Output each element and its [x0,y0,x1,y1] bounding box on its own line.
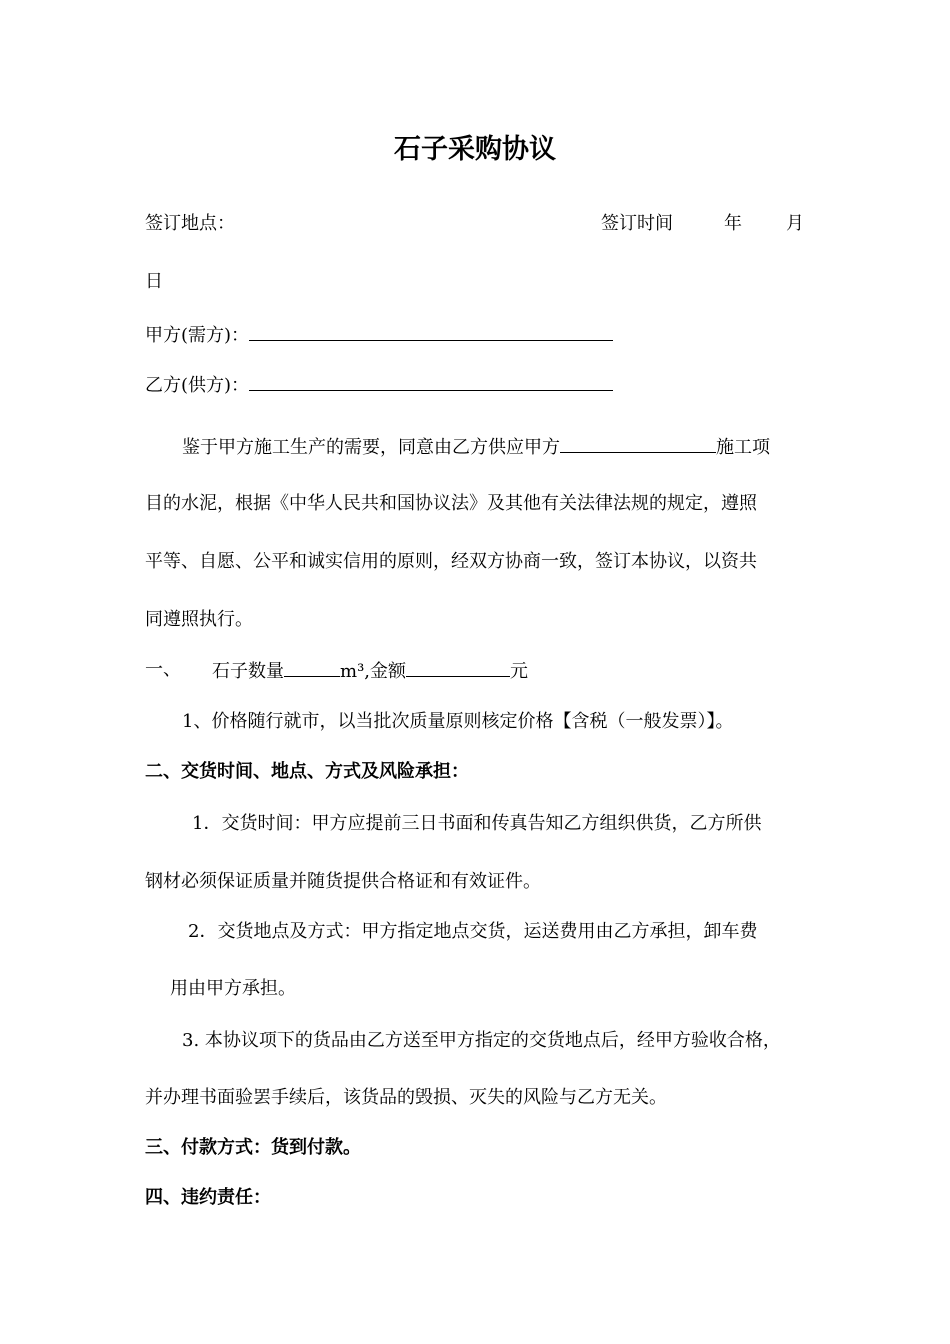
party-b-blank [249,372,613,391]
party-a-row [145,322,613,348]
party-a-blank [249,322,613,341]
party-b-label: 乙方(供方)： [145,375,250,396]
section-3-heading: 三、付款方式：货到付款。 [145,1137,361,1158]
signing-year-label: 年 [724,213,742,234]
preamble-line-2: 目的水泥，根据《中华人民共和国协议法》及其他有关法律法规的规定，遵照 [145,493,757,514]
project-name-blank [560,434,716,453]
unit-amount-label: m³,金额 [340,661,407,682]
amount-blank [406,658,510,677]
preamble-text-1a: 鉴于甲方施工生产的需要，同意由乙方供应甲方 [182,437,560,458]
section-4-heading: 四、违约责任： [145,1187,271,1208]
preamble-line-4: 同遵照执行。 [145,609,253,630]
currency-label: 元 [510,661,529,682]
section-1-item-1: 1、价格随行就市，以当批次质量原则核定价格【含税（一般发票）】。 [182,711,734,732]
signing-time-label: 签订时间 [601,213,673,234]
section-2-item-2-line-2: 用由甲方承担。 [170,978,296,999]
signing-month-label: 月 [786,213,804,234]
section-2-item-1-line-2: 钢材必须保证质量并随货提供合格证和有效证件。 [145,871,541,892]
signing-place-label: 签订地点： [145,213,235,234]
stone-quantity-label: 石子数量 [212,661,284,682]
document-title: 石子采购协议 [394,134,556,165]
preamble-line-3: 平等、自愿、公平和诚实信用的原则，经双方协商一致，签订本协议，以资共 [145,551,757,572]
party-a-label: 甲方(需方)： [145,325,250,346]
section-2-heading: 二、交货时间、地点、方式及风险承担： [145,761,469,782]
quantity-blank [284,658,340,677]
section-2-item-1-line-1: 1．交货时间：甲方应提前三日书面和传真告知乙方组织供货，乙方所供 [192,813,762,834]
section-1-number: 一、 [145,659,181,680]
preamble-text-1b: 施工项 [716,437,770,458]
section-1-row [212,658,528,684]
preamble-line-1 [182,434,770,460]
section-2-item-3-line-1: 3. 本协议项下的货品由乙方送至甲方指定的交货地点后，经甲方验收合格， [182,1030,781,1051]
section-2-item-2-line-1: 2．交货地点及方式：甲方指定地点交货，运送费用由乙方承担，卸车费 [188,921,758,942]
signing-day-label: 日 [145,271,163,292]
party-b-row [145,372,613,398]
section-2-item-3-line-2: 并办理书面验罢手续后，该货品的毁损、灭失的风险与乙方无关。 [145,1087,667,1108]
